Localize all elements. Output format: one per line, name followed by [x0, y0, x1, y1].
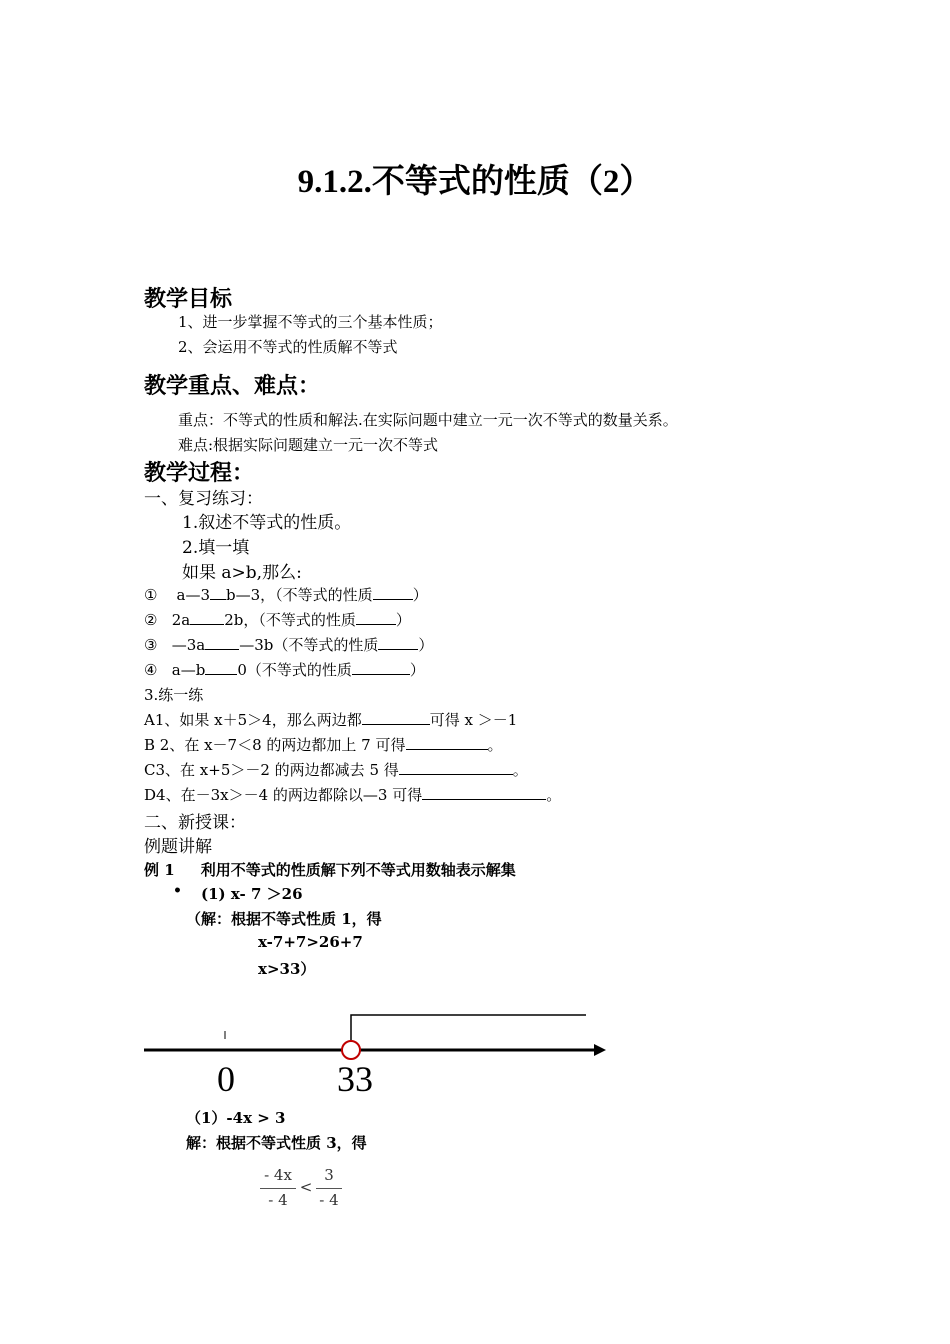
fill-mark: ②: [144, 611, 158, 629]
problem-1-step-1: x-7+7>26+7: [258, 933, 363, 951]
fill-mark: ①: [144, 586, 158, 604]
fill-post: ）: [409, 661, 425, 679]
fill-blank[interactable]: [190, 610, 224, 625]
review-q2: 2.填一填: [182, 538, 250, 558]
fill-post: ）: [418, 636, 434, 654]
practice-post: 。: [487, 736, 503, 754]
practice-blank[interactable]: [399, 760, 513, 775]
example-text: 利用不等式的性质解下列不等式用数轴表示解集: [200, 861, 516, 879]
review-q3: 3.练一练: [144, 686, 204, 704]
fill-post: ）: [395, 611, 411, 629]
fill-blank[interactable]: [210, 585, 226, 600]
practice-item-4: [144, 784, 561, 805]
left-numerator: - 4x: [264, 1166, 292, 1184]
goal-item-2: 2、会运用不等式的性质解不等式: [178, 338, 398, 356]
difficulty-text: 难点:根据实际问题建立一元一次不等式: [178, 436, 439, 454]
review-condition: 如果 a>b,那么:: [182, 563, 302, 583]
problem-1-step-2: x>33）: [258, 960, 316, 978]
goal-item-1: 1、进一步掌握不等式的三个基本性质；: [178, 313, 443, 331]
fill-item-3: [144, 634, 433, 655]
practice-pre: A1、如果 x＋5＞4，那么两边都: [144, 711, 362, 729]
fill-mid: 0（不等式的性质: [237, 661, 352, 679]
problem-1: (1) x- 7 ＞26: [201, 885, 303, 903]
new-lesson-heading: 二、新授课：: [144, 813, 246, 833]
fill-mark: ③: [144, 636, 158, 654]
practice-post: 可得 x ＞－1: [429, 711, 518, 729]
new-lesson-sub: 例题讲解: [144, 837, 212, 857]
review-heading: 一、复习练习：: [144, 489, 263, 509]
example-line: [144, 859, 516, 880]
arrow-head-icon: [594, 1044, 606, 1056]
key-points-heading: 教学重点、难点：: [144, 374, 321, 399]
fill-pre: a—b: [171, 661, 206, 679]
practice-pre: C3、在 x+5＞－2 的两边都减去 5 得: [144, 761, 399, 779]
right-fraction-bar: [316, 1188, 342, 1189]
fill-blank[interactable]: [205, 635, 239, 650]
fill-blank[interactable]: [378, 635, 418, 650]
fill-item-4: [144, 659, 425, 680]
left-denominator: - 4: [268, 1191, 288, 1209]
problem-1-solution: （解：根据不等式性质 1，得: [186, 910, 382, 928]
focus-text: 重点：不等式的性质和解法.在实际问题中建立一元一次不等式的数量关系。: [178, 411, 678, 429]
fill-pre: 2a: [171, 611, 191, 629]
goals-heading: 教学目标: [144, 287, 233, 312]
practice-item-2: [144, 734, 503, 755]
problem-2: （1）-4x > 3: [186, 1109, 286, 1127]
left-fraction-bar: [260, 1188, 296, 1189]
right-numerator: 3: [324, 1166, 334, 1184]
fill-blank[interactable]: [356, 610, 396, 625]
page-title: 9.1.2.不等式的性质（2）: [297, 164, 653, 200]
fill-item-1: [144, 584, 428, 605]
axis-label-point: 33: [337, 1059, 373, 1099]
axis-label-zero: 0: [217, 1059, 235, 1099]
practice-post: 。: [512, 761, 528, 779]
fill-item-2: [144, 609, 411, 630]
practice-item-1: [144, 709, 517, 730]
number-line-diagram: [0, 1000, 950, 1110]
practice-blank[interactable]: [406, 735, 488, 750]
bullet-icon: •: [173, 883, 182, 899]
example-label: 例 1: [144, 861, 175, 879]
solution-ray: [351, 1015, 586, 1040]
fill-blank[interactable]: [205, 660, 237, 675]
fill-post: ）: [412, 586, 428, 604]
fill-mid: 2b，（不等式的性质: [224, 611, 356, 629]
fill-mid: b—3，（不等式的性质: [226, 586, 373, 604]
practice-blank[interactable]: [362, 710, 430, 725]
practice-pre: B 2、在 x－7＜8 的两边都加上 7 可得: [144, 736, 406, 754]
practice-blank[interactable]: [422, 785, 546, 800]
fill-mid: —3b（不等式的性质: [239, 636, 379, 654]
fill-mark: ④: [144, 661, 158, 679]
right-denominator: - 4: [319, 1191, 339, 1209]
practice-item-3: [144, 759, 528, 780]
problem-2-solution: 解：根据不等式性质 3，得: [186, 1134, 367, 1152]
practice-pre: D4、在－3x＞－4 的两边都除以—3 可得: [144, 786, 423, 804]
process-heading: 教学过程：: [144, 461, 255, 486]
fill-pre: a—3: [176, 586, 211, 604]
review-q1: 1.叙述不等式的性质。: [182, 513, 352, 533]
fill-pre: —3a: [171, 636, 206, 654]
fill-blank[interactable]: [373, 585, 413, 600]
less-than-sign: <: [299, 1178, 313, 1196]
practice-post: 。: [546, 786, 562, 804]
open-circle-icon: [342, 1041, 360, 1059]
fill-blank[interactable]: [352, 660, 410, 675]
